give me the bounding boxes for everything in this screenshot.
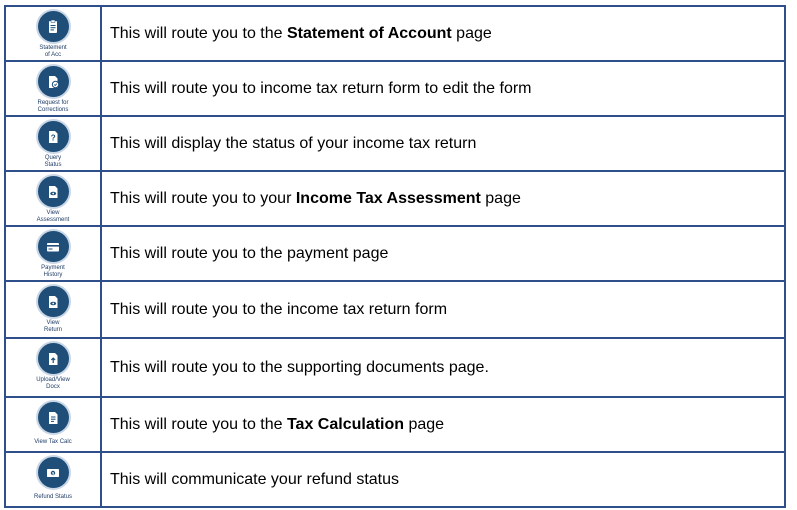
icon-cell (5, 6, 101, 61)
table-row (5, 338, 785, 397)
description-cell: This will route you to income tax return form to edit the form (101, 61, 785, 116)
view-tax-calc-icon (38, 402, 69, 433)
table-row (5, 6, 785, 61)
description-cell: This will route you to the income tax return form (101, 281, 785, 338)
request-for-corrections-icon (38, 66, 69, 97)
view-assessment-icon (38, 176, 69, 207)
icon-label: Statement of Acc (39, 45, 67, 58)
description-cell: This will route you to your Income Tax Assessment page (101, 171, 785, 226)
description-cell: This will route you to the Tax Calculation page (101, 397, 785, 452)
description-cell: This will route you to the supporting documents page. (101, 338, 785, 397)
icon-cell (5, 281, 101, 338)
description-cell: This will communicate your refund status (101, 452, 785, 507)
icon-cell (5, 452, 101, 507)
icon-label: Request for Corrections (37, 100, 69, 113)
view-return-icon (38, 286, 69, 317)
svg-text:$: $ (51, 470, 55, 475)
icon-legend-table (4, 5, 786, 508)
description-cell: This will route you to the payment page (101, 226, 785, 281)
upload-view-docx-icon (38, 343, 69, 374)
icon-cell (5, 116, 101, 171)
statement-of-account-icon (38, 11, 69, 42)
payment-history-icon (38, 231, 69, 262)
table-row (5, 452, 785, 507)
icon-cell (5, 338, 101, 397)
description-cell: This will display the status of your income tax return (101, 116, 785, 171)
query-status-icon (38, 121, 69, 152)
table-row (5, 61, 785, 116)
icon-label: Payment History (41, 265, 65, 278)
icon-cell (5, 226, 101, 281)
icon-label: View Assessment (36, 210, 70, 223)
icon-label: Query Status (44, 155, 62, 168)
table-row (5, 397, 785, 452)
icon-cell (5, 61, 101, 116)
refund-status-icon (38, 457, 69, 488)
svg-text:?: ? (50, 133, 56, 142)
table-row (5, 116, 785, 171)
icon-label: Refund Status (33, 494, 73, 500)
icon-label: View Return (43, 320, 62, 333)
description-cell: This will route you to the Statement of Account page (101, 6, 785, 61)
icon-cell (5, 171, 101, 226)
icon-label: View Tax Calc (34, 439, 72, 445)
table-row (5, 171, 785, 226)
icon-cell (5, 397, 101, 452)
table-row (5, 281, 785, 338)
table-row (5, 226, 785, 281)
icon-label: Upload/View Docx (36, 377, 70, 390)
